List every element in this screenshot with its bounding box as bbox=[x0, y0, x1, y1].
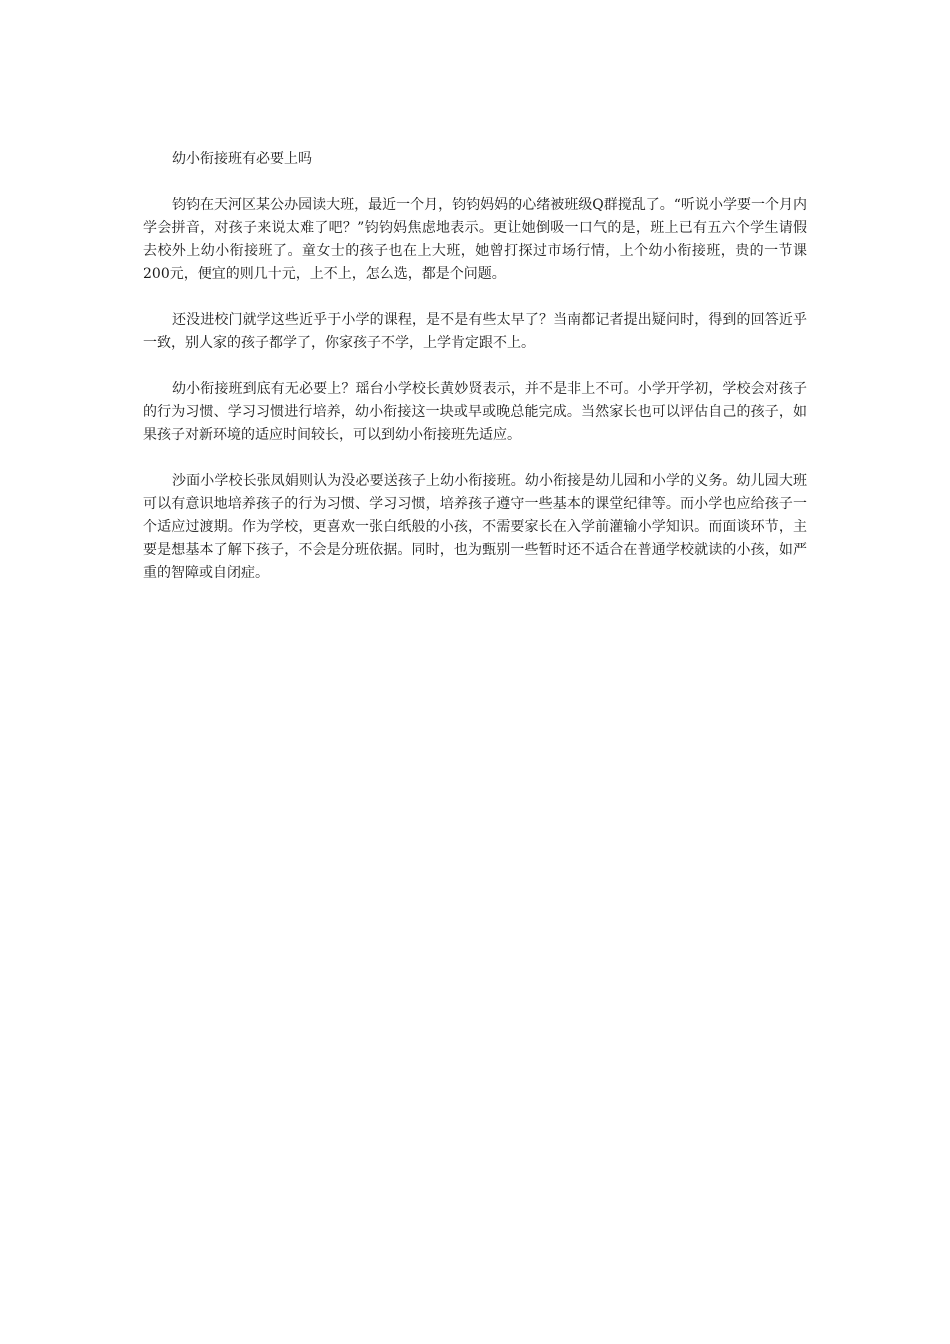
document-body bbox=[143, 148, 807, 608]
paragraph: 沙面小学校长张凤娟则认为没必要送孩子上幼小衔接班。幼小衔接是幼儿园和小学的义务。幼儿园大班可以有意识地培养孩子的行为习惯、学习习惯，培养孩子遵守一些基本的课堂纪律等。而小学也应给孩子一个适应过渡期。作为学校，更喜欢一张白纸般的小孩，不需要家长在入学前灌输小学知识。而面谈环节，主要是想基本了解下孩子，不会是分班依据。同时，也为甄别一些暂时还不适合在普通学校就读的小孩，如严重的智障或自闭症。 bbox=[143, 473, 807, 581]
paragraph: 幼小衔接班到底有无必要上？瑶台小学校长黄妙贤表示，并不是非上不可。小学开学初，学校会对孩子的行为习惯、学习习惯进行培养，幼小衔接这一块或早或晚总能完成。当然家长也可以评估自己的孩子，如果孩子对新环境的适应时间较长，可以到幼小衔接班先适应。 bbox=[143, 381, 807, 443]
paragraph: 钧钧在天河区某公办园读大班，最近一个月，钧钧妈妈的心绪被班级Q群搅乱了。“听说小学要一个月内学会拼音，对孩子来说太难了吧？”钧钧妈焦虑地表示。更让她倒吸一口气的是，班上已有五六个学生请假去校外上幼小衔接班了。童女士的孩子也在上大班，她曾打探过市场行情，上个幼小衔接班，贵的一节课200元，便宜的则几十元，上不上，怎么选，都是个问题。 bbox=[143, 197, 807, 282]
document-title: 幼小衔接班有必要上吗 bbox=[172, 151, 312, 167]
paragraph: 还没进校门就学这些近乎于小学的课程，是不是有些太早了？当南都记者提出疑问时，得到的回答近乎一致，别人家的孩子都学了，你家孩子不学，上学肯定跟不上。 bbox=[143, 312, 807, 351]
